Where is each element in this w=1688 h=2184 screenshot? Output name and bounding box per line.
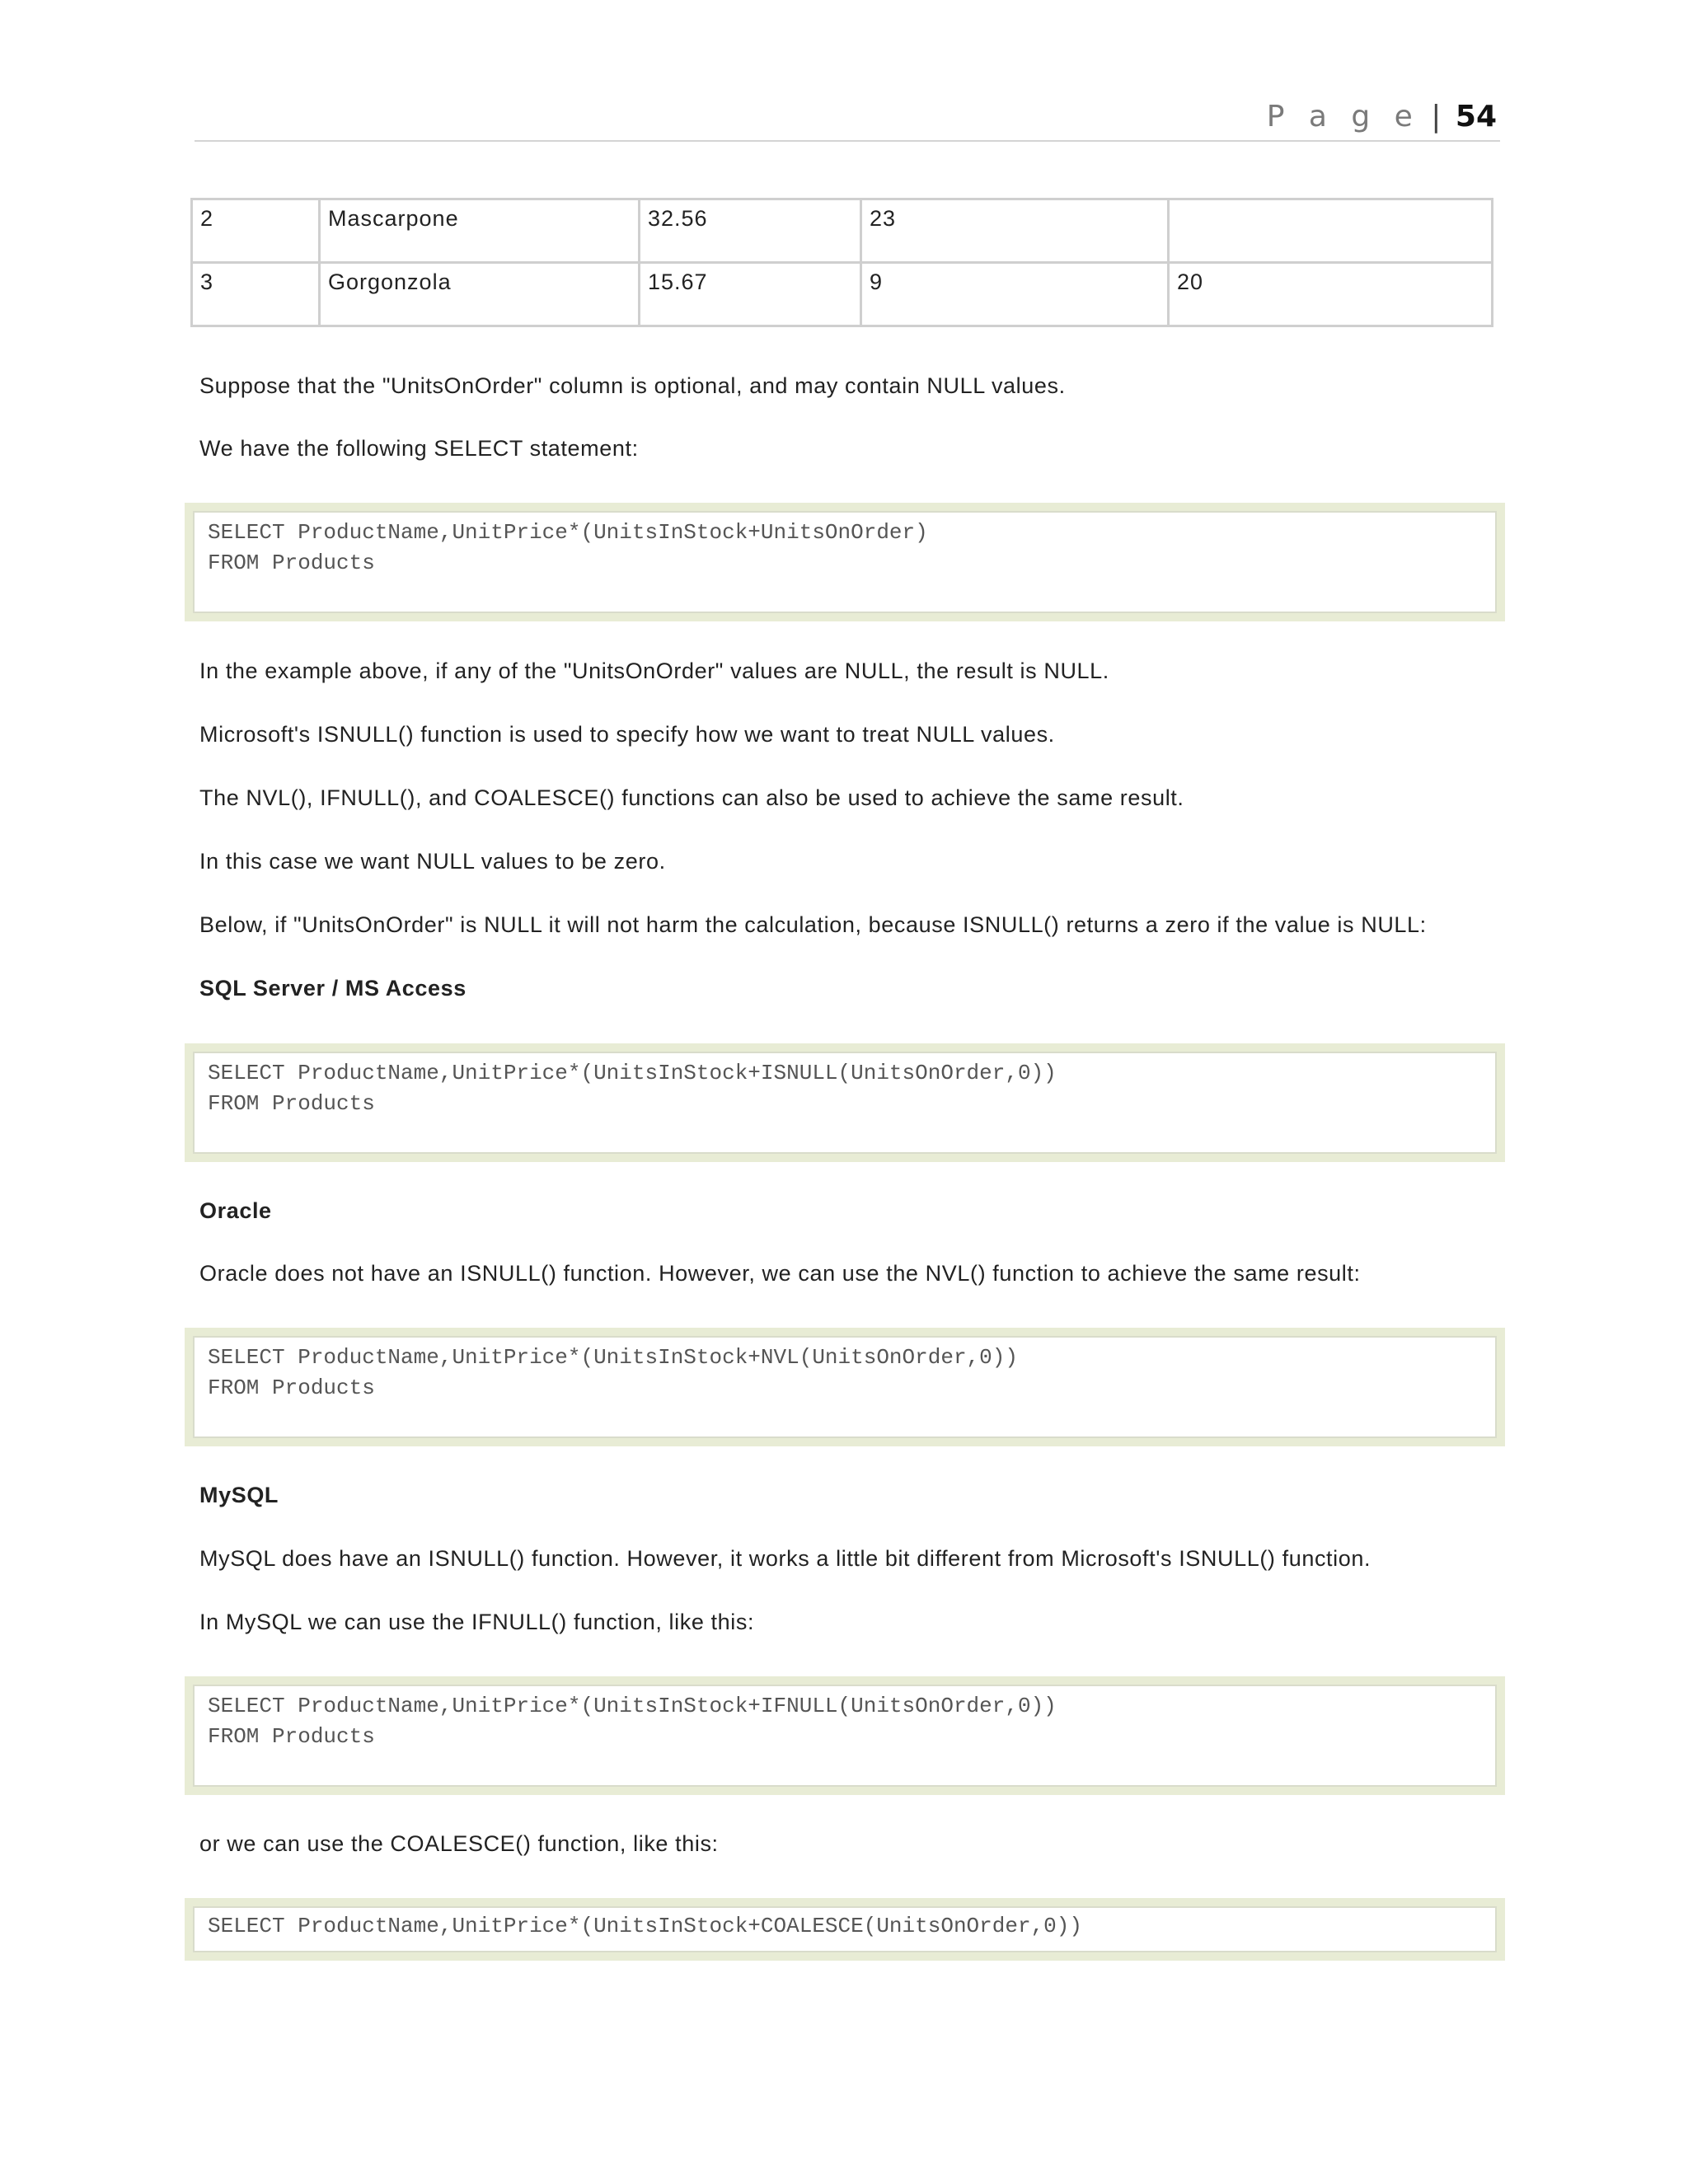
code-text [193, 511, 1497, 613]
table-cell: 20 [1169, 263, 1493, 326]
code-text [193, 1052, 1497, 1154]
code-line: SELECT ProductName,UnitPrice*(UnitsInStock+UnitsOnOrder) [208, 520, 928, 545]
page-number [1267, 97, 1497, 137]
paragraph-oracle-nvl: Oracle does not have an ISNULL() function. However, we can use the NVL() function to achieve the same result: [199, 1261, 1361, 1286]
page-separator: | [1431, 100, 1442, 134]
heading-oracle: Oracle [199, 1198, 272, 1223]
paragraph-select-intro: We have the following SELECT statement: [199, 436, 639, 461]
page-label: P a g e [1266, 100, 1420, 134]
paragraph-mysql-ifnull: In MySQL we can use the IFNULL() function, like this: [199, 1610, 755, 1634]
code-line: FROM Products [208, 1091, 375, 1116]
heading-sql-server: SQL Server / MS Access [199, 976, 467, 1001]
table-cell: Mascarpone [320, 199, 640, 263]
table-cell: 2 [192, 199, 320, 263]
table-cell [1169, 199, 1493, 263]
paragraph-mysql-isnull: MySQL does have an ISNULL() function. However, it works a little bit different from Microsoft's ISNULL() function. [199, 1546, 1372, 1571]
table-cell: 9 [861, 263, 1169, 326]
code-block-ifnull [185, 1676, 1505, 1795]
table-cell: 32.56 [640, 199, 861, 263]
code-line: FROM Products [208, 1724, 375, 1749]
paragraph-isnull-intro: Microsoft's ISNULL() function is used to specify how we want to treat NULL values. [199, 722, 1055, 747]
paragraph-coalesce-intro: or we can use the COALESCE() function, like this: [199, 1831, 719, 1856]
table-cell: 23 [861, 199, 1169, 263]
code-text [193, 1906, 1497, 1952]
paragraph-other-functions: The NVL(), IFNULL(), and COALESCE() functions can also be used to achieve the same result. [199, 785, 1184, 810]
page-header [195, 97, 1500, 142]
table-cell: 3 [192, 263, 320, 326]
paragraph-isnull-explain: Below, if "UnitsOnOrder" is NULL it will not harm the calculation, because ISNULL() returns a zero if the value is NULL: [199, 912, 1427, 937]
code-block-coalesce [185, 1898, 1505, 1961]
code-block-nvl [185, 1328, 1505, 1446]
paragraph-zero-values: In this case we want NULL values to be zero. [199, 849, 666, 874]
table-row [192, 263, 1493, 326]
code-block-select [185, 503, 1505, 621]
code-line: FROM Products [208, 551, 375, 575]
paragraph-null-result: In the example above, if any of the "UnitsOnOrder" values are NULL, the result is NULL. [199, 658, 1109, 683]
table-cell: 15.67 [640, 263, 861, 326]
code-text [193, 1685, 1497, 1787]
paragraph-optional-column: Suppose that the "UnitsOnOrder" column is optional, and may contain NULL values. [199, 373, 1066, 398]
code-block-isnull [185, 1043, 1505, 1162]
code-text [193, 1336, 1497, 1438]
heading-mysql: MySQL [199, 1483, 279, 1507]
page-number-value: 54 [1455, 100, 1497, 134]
table-cell: Gorgonzola [320, 263, 640, 326]
code-line: SELECT ProductName,UnitPrice*(UnitsInStock+IFNULL(UnitsOnOrder,0)) [208, 1694, 1057, 1718]
code-line: SELECT ProductName,UnitPrice*(UnitsInStock+COALESCE(UnitsOnOrder,0)) [208, 1914, 1082, 1938]
code-line: SELECT ProductName,UnitPrice*(UnitsInStock+ISNULL(UnitsOnOrder,0)) [208, 1061, 1057, 1085]
products-table [190, 198, 1493, 327]
code-line: SELECT ProductName,UnitPrice*(UnitsInStock+NVL(UnitsOnOrder,0)) [208, 1345, 1018, 1370]
code-line: FROM Products [208, 1376, 375, 1400]
table-row [192, 199, 1493, 263]
